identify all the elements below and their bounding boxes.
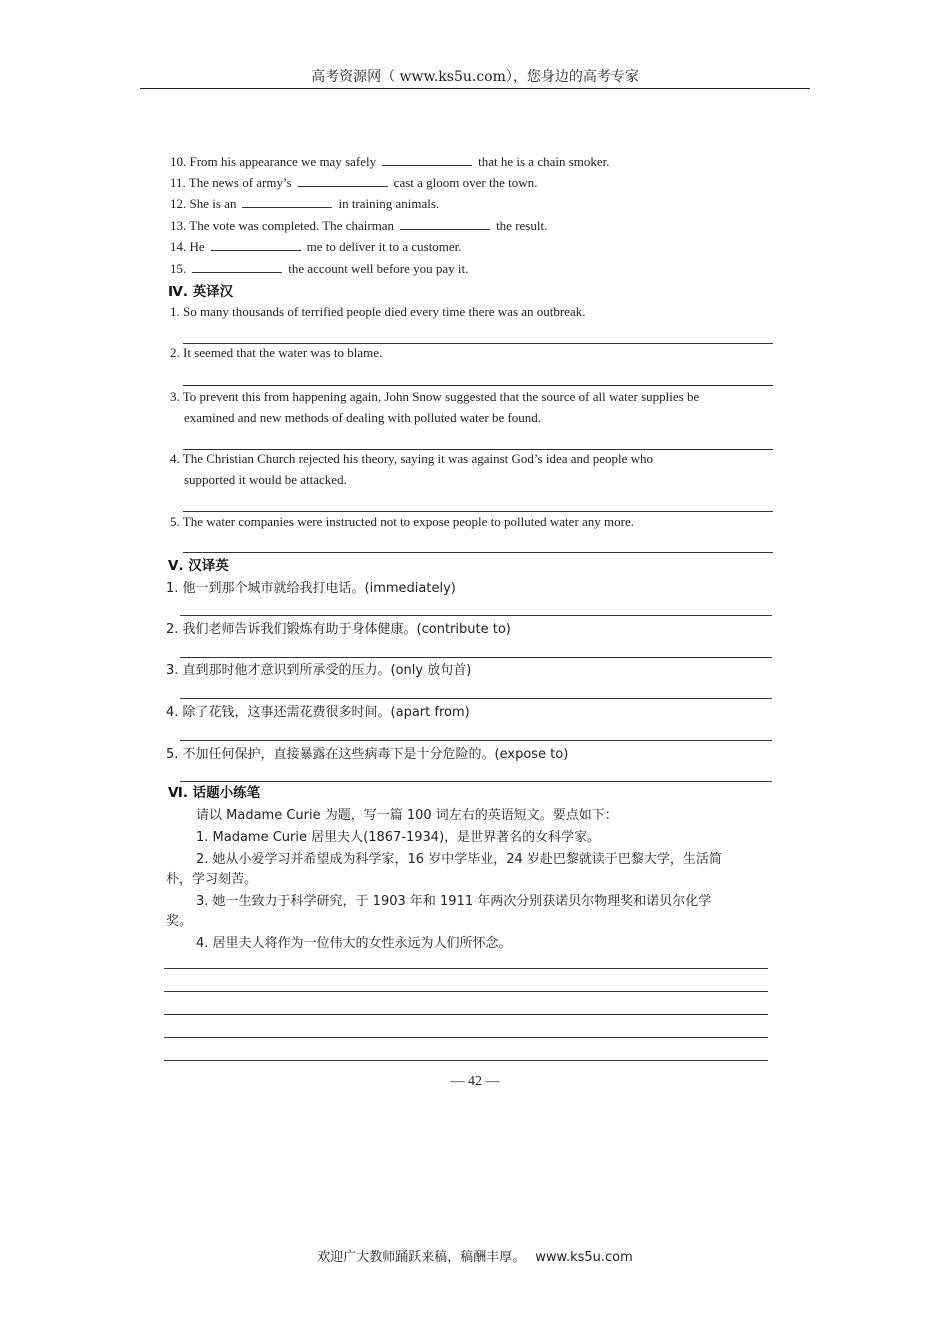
e2c-item-3-line1: 3. To prevent this from happening again, John Snow suggested that the source of all water supplies be (170, 389, 700, 404)
answer-blank[interactable] (192, 262, 282, 273)
e2c-item-1: 1. So many thousands of terrified people died every time there was an outbreak. (170, 304, 586, 319)
fill-blank-item-14: 14. He me to deliver it to a customer. (170, 239, 462, 254)
answer-blank[interactable] (400, 219, 490, 230)
page-header: 高考资源网（ www.ks5u.com），您身边的高考专家 (311, 69, 639, 85)
page-number: — 42 — (450, 1074, 500, 1089)
e2c-item-2: 2. It seemed that the water was to blame. (170, 345, 383, 360)
answer-line[interactable] (180, 740, 772, 741)
fill-blank-item-10: 10. From his appearance we may safely that he is a chain smoker. (170, 154, 610, 169)
header-divider (140, 88, 810, 89)
e2c-item-4-line1: 4. The Christian Church rejected his theory, saying it was against God’s idea and people who (170, 451, 654, 466)
writing-point-1: 1. Madame Curie 居里夫人(1867-1934)，是世界著名的女科学家。 (196, 830, 601, 845)
answer-line[interactable] (183, 385, 773, 386)
answer-line[interactable] (183, 511, 773, 512)
writing-point-3-line2: 奖。 (166, 914, 193, 929)
c2e-item-3: 3. 直到那时他才意识到所承受的压力。(only 放句首) (166, 663, 472, 678)
answer-line[interactable] (180, 698, 772, 699)
writing-prompt: 请以 Madame Curie 为题，写一篇 100 词左右的英语短文。要点如下： (196, 808, 618, 823)
answer-blank[interactable] (211, 240, 301, 251)
c2e-item-4: 4. 除了花钱，这事还需花费很多时间。(apart from) (166, 705, 470, 720)
answer-line[interactable] (180, 657, 772, 658)
fill-blank-item-11: 11. The news of army’s cast a gloom over the town. (170, 175, 538, 190)
fill-blank-item-12: 12. She is an in training animals. (170, 196, 440, 211)
writing-point-2-line1: 2. 她从小爱学习并希望成为科学家，16 岁中学毕业，24 岁赴巴黎就读于巴黎大学，生活简 (196, 852, 722, 867)
answer-line[interactable] (180, 615, 772, 616)
writing-line[interactable] (164, 968, 768, 969)
footer-text: 欢迎广大教师踊跃来稿，稿酬丰厚。 (317, 1250, 526, 1265)
e2c-item-5: 5. The water companies were instructed not to expose people to polluted water any more. (170, 514, 635, 529)
section-heading-writing: Ⅵ. 话题小练笔 (168, 785, 261, 801)
fill-blank-item-15: 15. the account well before you pay it. (170, 261, 469, 276)
c2e-item-2: 2. 我们老师告诉我们锻炼有助于身体健康。(contribute to) (166, 622, 511, 637)
section-heading-c2e: Ⅴ. 汉译英 (168, 558, 229, 574)
answer-blank[interactable] (298, 176, 388, 187)
section-heading-e2c: Ⅳ. 英译汉 (168, 284, 234, 300)
writing-point-4: 4. 居里夫人将作为一位伟大的女性永远为人们所怀念。 (196, 936, 512, 951)
answer-line[interactable] (180, 781, 772, 782)
e2c-item-4-line2: supported it would be attacked. (184, 472, 347, 487)
fill-blank-item-13: 13. The vote was completed. The chairman the result. (170, 218, 548, 233)
answer-line[interactable] (183, 449, 773, 450)
writing-line[interactable] (164, 991, 768, 992)
answer-blank[interactable] (242, 197, 332, 208)
writing-line[interactable] (164, 1060, 768, 1061)
page-footer (0, 1246, 950, 1265)
writing-line[interactable] (164, 1037, 768, 1038)
answer-line[interactable] (183, 552, 773, 553)
footer-url[interactable]: www.ks5u.com (535, 1250, 633, 1265)
e2c-item-3-line2: examined and new methods of dealing with polluted water be found. (184, 410, 542, 425)
writing-point-2-line2: 朴，学习刻苦。 (166, 872, 258, 887)
answer-blank[interactable] (382, 155, 472, 166)
answer-line[interactable] (183, 343, 773, 344)
c2e-item-5: 5. 不加任何保护，直接暴露在这些病毒下是十分危险的。(expose to) (166, 747, 569, 762)
c2e-item-1: 1. 他一到那个城市就给我打电话。(immediately) (166, 581, 456, 596)
writing-point-3-line1: 3. 她一生致力于科学研究，于 1903 年和 1911 年两次分别获诺贝尔物理奖和诺贝尔化学 (196, 894, 712, 909)
writing-line[interactable] (164, 1014, 768, 1015)
